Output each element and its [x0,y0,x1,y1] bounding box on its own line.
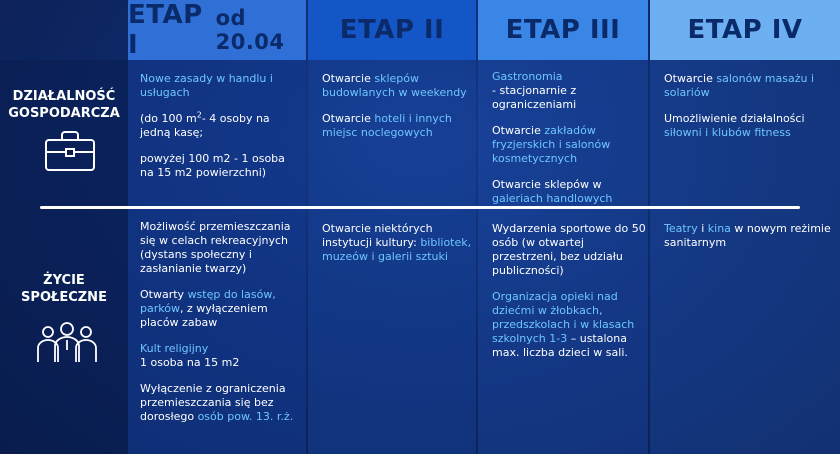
briefcase-icon [44,130,96,172]
business-etap3-p2a: Otwarcie [492,124,545,137]
header-etap1-date: od 20.04 [215,6,285,54]
business-etap3-p1b: - stacjonarnie z ograniczeniami [492,84,577,111]
header-etap3-title: ETAP III [505,15,621,45]
business-etap1-p2b: - 4 osoby na jedną kasę; [140,112,270,139]
header-etap4 [650,0,840,60]
business-etap1-p2a: (do 100 m [140,112,197,125]
social-etap2-p1 [322,222,474,264]
business-etap2-p2hl: hoteli i innych miejsc noclegowych [322,112,452,139]
people-group-icon [34,320,100,364]
social-etap4-p1hl1: Teatry [664,222,698,235]
business-etap1-cell [140,72,302,192]
header-etap3 [478,0,648,60]
header-etap4-title: ETAP IV [687,15,803,45]
business-etap4-p1a: Otwarcie [664,72,717,85]
social-etap3-p2 [492,290,646,360]
business-etap3-p2hl: zakładów fryzjerskich i salonów kosmetycznych [492,124,611,165]
business-etap4-p1 [664,72,834,100]
social-etap1-p4hl: osób pow. 13. r.ż. [197,410,294,423]
social-etap3-cell [492,222,646,372]
social-etap1-p4 [140,382,302,424]
business-etap2-p1hl: sklepów budowlanych w weekendy [322,72,467,99]
row-label-social: ŻYCIE SPOŁECZNE [21,273,107,305]
business-etap4-p2a: Umożliwienie działalności [664,112,805,125]
social-etap1-p4a: Wyłączenie z ograniczenia przemieszczania się bez dorosłego [140,382,286,423]
social-etap1-p1: Możliwość przemieszczania się w celach rekreacyjnych (dystans społeczny i zasłanianie twarzy) [140,220,291,275]
business-etap3-p3hl: galeriach handlowych [492,192,613,205]
header-etap1-title: ETAP I [128,0,203,60]
social-etap1-p2a: Otwarty [140,288,188,301]
social-etap1-p3hl: Kult religijny [140,342,209,355]
business-etap2-p2 [322,112,474,140]
business-etap3-p3 [492,178,646,206]
social-etap4-p1a: i [697,222,708,235]
social-etap2-cell [322,222,474,276]
header-etap2-title: ETAP II [339,15,445,45]
section-divider [40,206,800,209]
business-etap1-p2 [140,112,302,140]
social-etap1-p3b: 1 osoba na 15 m2 [140,356,240,369]
social-etap1-p2 [140,288,302,330]
business-etap2-p1a: Otwarcie [322,72,375,85]
social-etap1-p2b: , z wyłączeniem placów zabaw [140,302,268,329]
business-etap2-p2a: Otwarcie [322,112,375,125]
business-etap1-p3: powyżej 100 m2 - 1 osoba na 15 m2 powierzchni) [140,152,285,179]
business-etap1-p2sup: 2 [196,110,202,120]
business-etap4-p2 [664,112,834,140]
business-etap3-p1hl: Gastronomia [492,70,563,83]
header-etap1 [128,0,306,60]
social-etap1-p3 [140,342,302,370]
row-label-business: DZIAŁALNOŚĆ GOSPODARCZA [8,89,120,121]
social-etap4-p1 [664,222,834,250]
business-etap3-p2 [492,124,646,166]
header-etap2 [308,0,476,60]
social-etap3-p1: Wydarzenia sportowe do 50 osób (w otwartej przestrzeni, bez udziału publiczności) [492,222,646,277]
social-etap1-cell [140,220,302,436]
business-etap3-cell [492,70,646,218]
social-etap4-p1b: w nowym reżimie sanitarnym [664,222,831,249]
social-etap3-p2b: – ustalona max. liczba dzieci w sali. [492,332,628,359]
social-etap2-p1a: Otwarcie niektórych instytucji kultury: [322,222,433,249]
social-etap3-p2hl: Organizacja opieki nad dziećmi w żłobkach, przedszkolach i w klasach szkolnych 1-3 [492,290,635,345]
social-etap4-cell [664,222,834,262]
business-etap2-cell [322,72,474,152]
business-etap4-p2hl: siłowni i klubów fitness [664,126,791,139]
social-etap4-p1hl2: kina [707,222,731,235]
business-etap3-p1 [492,70,646,112]
business-etap4-cell [664,72,834,152]
business-etap1-p1: Nowe zasady w handlu i usługach [140,72,273,99]
social-etap1-p2hl: wstęp do lasów, parków [140,288,276,315]
business-etap4-p1hl: salonów masażu i solariów [664,72,815,99]
business-etap3-p3a: Otwarcie sklepów w [492,178,602,191]
social-etap2-p1hl: bibliotek, muzeów i galerii sztuki [322,236,472,263]
business-etap2-p1 [322,72,474,100]
